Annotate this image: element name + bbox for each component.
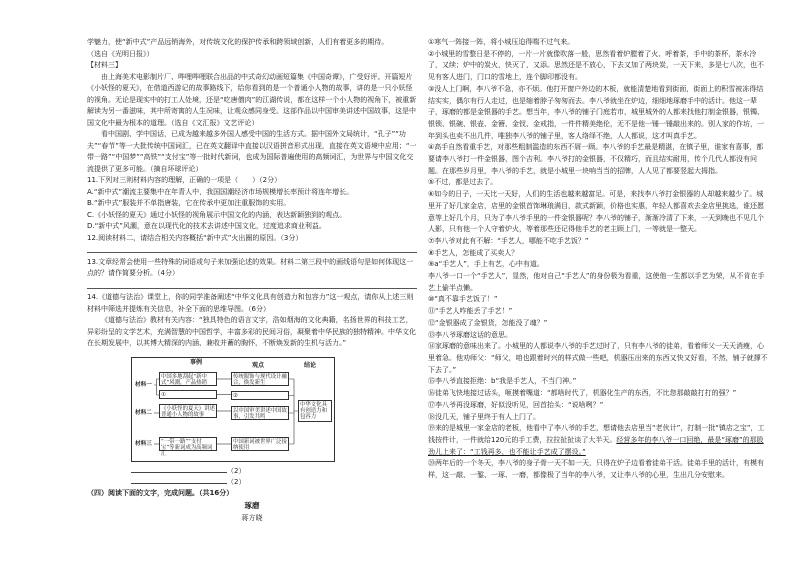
question-11-option-a: A.“新中式”潮流主要集中在年青人中，我国国潮经济市场规模增长率预计将连年增长。 [87,187,354,196]
story-paragraph-3: ③没人上门啊，李八爷不急，亦不烦。他打开窗户外边的木板，就能清楚地看到街面，街面上的积雪被冻得结结实实，偶尔有行人走过，也是缩着脖子匆匆而去。李八爷就坐在炉边，细细地琢磨手中的活计。他这一辈子，琢磨的都是金银器的手艺。想当年，李八爷的铺子门庭若市，城里城外的人都来找他打制金银器，银镯、银锁、银碗、银壶、金簪、金钗、金戒指，一件件精美绝伦，无不是他一锤一锤敲出来的。别人家的作坊，一年到头也卖不出几件，唯独李八爷的铺子里，客人络绎不绝，人人都说，这才叫真手艺。 [428,84,764,140]
mind-map-conclusion: 中华文化具有创造力和包容力 [298,400,332,422]
material2-tail: 学魅力，使“新中式”产品远销海外，对传统文化的保护传承和跨领域创新，人们有着更多的期待。 [87,38,389,46]
story-title: 琢磨 [244,501,260,510]
story-paragraph-16: ⑯徒弟飞快地接过话头，咂摸着嘴道：“都啥时代了，机器化生产的东西，不比您那敲敲打打的强？” [428,389,737,398]
story-author: 蒋方晓 [241,514,263,522]
question-13-answer-line [87,280,417,289]
mind-map-case-blank-1: ① [159,390,217,399]
material2-citation: （选自《光明日报》） [87,49,154,58]
question-14: 14.《道德与法治》课堂上，你的同学准备阐述“中华文化具有创造力和包容力”这一观点，请你从上述三则材料中筛选并提炼有关信息，补全下面的思维导图。（6分） [87,293,414,313]
mind-map-header-cases: 事例 [190,359,203,366]
mind-map-case-3: 《小妖怪的夏天》讲述普通小人物的故事 [159,404,217,418]
question-11-option-d: D.“新中式”风潮，意在以现代化的技术去讲述中国文化，过度追求商业利益。 [87,222,326,230]
story-paragraph-20: ⑳两年后的一个冬天，李八爷的身子骨一天不如一天，只得在炉子边看着徒弟干活。徒弟手里的活计，有模有样，这一敲、一錾、一琢、一磨，都像极了当年的李八爷，又让李八爷的心里，生出几分安慰来。 [428,459,764,480]
story-paragraph-4: ④高手自然看重手艺，对那些粗制滥造的东西不屑一顾。李八爷的手艺最是精湛，在镇子里，谁家有喜事，都要请李八爷打一件金银器，图个吉利。李八爷打的金银器，不仅精巧，而且结实耐用，传个几代人都没有问题。在那些岁月里，李八爷的手艺，就是小城里一块响当当的招牌，人人见了都要竖起大拇指。 [428,143,764,175]
answer-blank-label-2: （2） [227,478,246,486]
question-11-option-b: B.“新中式”服装并不单指唐装，它在传承中更加注重服饰的实用。 [87,199,291,207]
answer-blank-line-2 [131,476,227,484]
question-11-option-c: C.《小妖怪的夏天》通过小妖怪的视角展示中国文化的内涵，表达新颖独到的观点。 [87,210,347,219]
question-13: 13.文章经常会使用一些特殊的词语或句子来加强论述的效果。材料二第三段中的画线语句是如何体现这一点的？请作简要分析。（4分） [87,257,414,277]
connector-views-conclusion [289,379,298,444]
mind-map-answer-row-2 [131,476,245,487]
material3-paragraph-2 [87,129,417,175]
story-paragraph-5: ⑤不过，都是过去了。 [428,178,498,187]
mind-map-view-1: 传统服饰与现代设计融合，焕发新生 [231,372,289,386]
answer-blank-label-1: （2） [227,467,246,475]
story-paragraph-6: ⑥如今的日子，一天比一天好，人们的生活也越来越富足。可是，来找李八爷打金银器的人却越来越少了。城里开了好几家金店，店里的金银首饰琳琅满目，款式新颖，价格也实惠，年轻人都喜欢去金店里挑选，谁还愿意等上好几个月，只为了李八爷手里的一件金银器呢？李八爷的铺子，渐渐冷清了下来，一天到晚也不见几个人影，只有他一个人守着炉火，等着那些还记得他手艺的老主顾上门，一等就是一整天。 [428,190,764,234]
story-paragraph-14: ⑭家琢磨的意味出来了。小城里的人都说李八爷的手艺过时了，只有李八爷的徒弟，看着师父一天天消瘦，心里着急。他劝师父：“师父，咱也跟着时兴的样式做一些吧，机器压出来的东西又快又好看，不然，铺子就撑不下去了。” [428,342,768,374]
story-paragraph-18: ⑱没几天，铺子里终于有人上门了。 [428,412,540,421]
mind-map-case-1: 中国多地刮起“新中式”风潮，产品热销 [159,372,217,386]
story-paragraph-17: ⑰李八爷再没琢磨，好似没听见，回首抬头：“说啥咧？” [428,400,604,409]
material3-citation: （选自《文汇报》文艺评论） [171,118,259,127]
story-paragraph-10: ⑩“真不靠手艺饭了！” [428,295,498,304]
story-paragraph-12: ⑫“金银器成了金银货，怎能没了魂？” [428,318,548,327]
mind-map-view-4: 中国新词被世界广泛接纳使用 [231,437,289,451]
story-paragraph-15: ⑮李八爷直接拒绝：b“我是手艺人，不当门神。” [428,377,577,386]
story-paragraph-1: ①寒气一阵接一阵，将小城压迫得喘不过气来。 [428,38,575,46]
material3-heading: 【材料三】 [87,61,122,69]
question-12-answer-line [87,244,417,253]
story-paragraph-8: ⑧手艺人，怎能成了买卖人？ [428,248,519,257]
section-4-heading: （四）阅读下面的文字，完成问题。（共16分） [87,489,234,497]
material3-text: 由上海美术电影制片厂、哔哩哔哩联合出品的中式奇幻动画短篇集《中国奇谭》，广受好评。开篇短片《小妖怪的夏天》，在借道西游记的故事路线下，给你看到的是一个普通小人物的故事，讲的是一只小妖怪的视角。无论是现实中的打工人处境，还是“吃唐僧肉”的江湖传说，都在这样一个小人物的视角下，被重新解读为另一番滋味，其中所寄寓的人生况味，让观众感同身受。这部作品以中国审美讲述中国故事，这是中国文化中最为根本的道理。 [87,72,417,127]
story-paragraph-19-text: ⑲来的是城里一家金店的老板，他看中了李八爷的手艺，想请他去店里当“老伙计”，打制一批“镇店之宝”，工钱按件计，一件就给120元的手工费，拉拉扯扯谈了大半天。 [428,424,765,444]
story-paragraph-7: ⑦李八爷对此有不解：“手艺人，哪能不吃手艺饭？” [428,236,589,245]
mind-map-answer-row-1 [131,465,245,476]
question-14-textbook-quote: 《道德与法治》教材有关内容：“独具特色的语言文字，浩如烟海的文化典籍，名扬世界的科技工艺，异彩纷呈的文学艺术，充满智慧的中国哲学，丰富多彩的民间习俗，凝聚着中华民族的独特精神。中华文化在长期发展中，以其博大精深的内涵、兼收并蓄的胸怀，不断焕发新的生机与活力。” [87,316,416,347]
answer-blank-line-1 [131,465,227,473]
mind-map-view-3: 以中国审美讲述中国故事，引发共鸣 [231,406,289,420]
mind-map-case-4: “一带一路”“支付宝”等新词成为高频词汇 [159,437,217,451]
story-paragraph-2: ②小城里的雪整日是不停的，一片一片就像吹落一般，思然看着炉膛着了火、呼着茶，手中的茶杯，茶水冷了，又续；炉中的炭火，快灭了，又添。思然还是不放心，下去又加了两块炭，一天下来，多是七八次，也不见有客人进门，门口的雪地上，连个脚印都没有。 [428,49,764,82]
material3-paragraph [87,72,417,130]
paragraph4-text: 看中国剧、学中国话，已成为越来越多外国人感受中国的生活方式。据中国外文局统计，“孔子”“功夫”“春节”等一大批传统中国词汇，已在英文翻译中直接以汉语拼音形式出现，直接在英文语境中应用；“一带一路”“中国梦”“高铁”“支付宝”等一批时代新词，也成为国际普遍使用的高频词汇，为世界与中国文化交流提供了更多可能。 [87,130,417,173]
story-paragraph-19-underlined: 经营多年的李八爷一口回绝，最是“琢磨”的那股劲儿上来了：“工钱再多，也不能让手艺成了摆设。” [428,435,764,456]
left-column [87,37,417,355]
story-paragraph-19 [428,423,768,458]
mind-map-header-views: 观点 [252,362,265,369]
mind-map-material-3: 材料三 [135,441,152,447]
mind-map-diagram [131,357,335,462]
story-paragraph-13: ⑬李八爷琢磨这话的意思。 [428,330,512,339]
story-paragraph-9: ⑨a“手艺人”，手上有艺，心中有道。 [428,260,544,269]
mind-map-material-2: 材料二 [135,410,152,416]
story-paragraph-11: ⑪“手艺人咋能丢了手艺！” [428,307,513,316]
mind-map-view-blank-2: ② [231,391,289,400]
mind-map-material-1: 材料一 [135,382,152,388]
question-12: 12.阅读材料二，请结合相关内容概括“新中式”火出圈的原因。（3分） [87,233,303,242]
story-paragraph-9-comment: 李八爷一口一个“手艺人”，显然，他对自己“手艺人”的身份极为看重，这使他一生都以手艺为荣，从不肯在手艺上偷半点懒。 [428,272,765,292]
paragraph4-citation: （摘自环球评论） [150,164,203,173]
right-column [428,37,768,553]
question-11-stem: 11.下列对三则材料内容的理解，正确的一项是（ ）（2分） [87,176,282,184]
mind-map-header-conclusion: 结论 [304,362,317,369]
